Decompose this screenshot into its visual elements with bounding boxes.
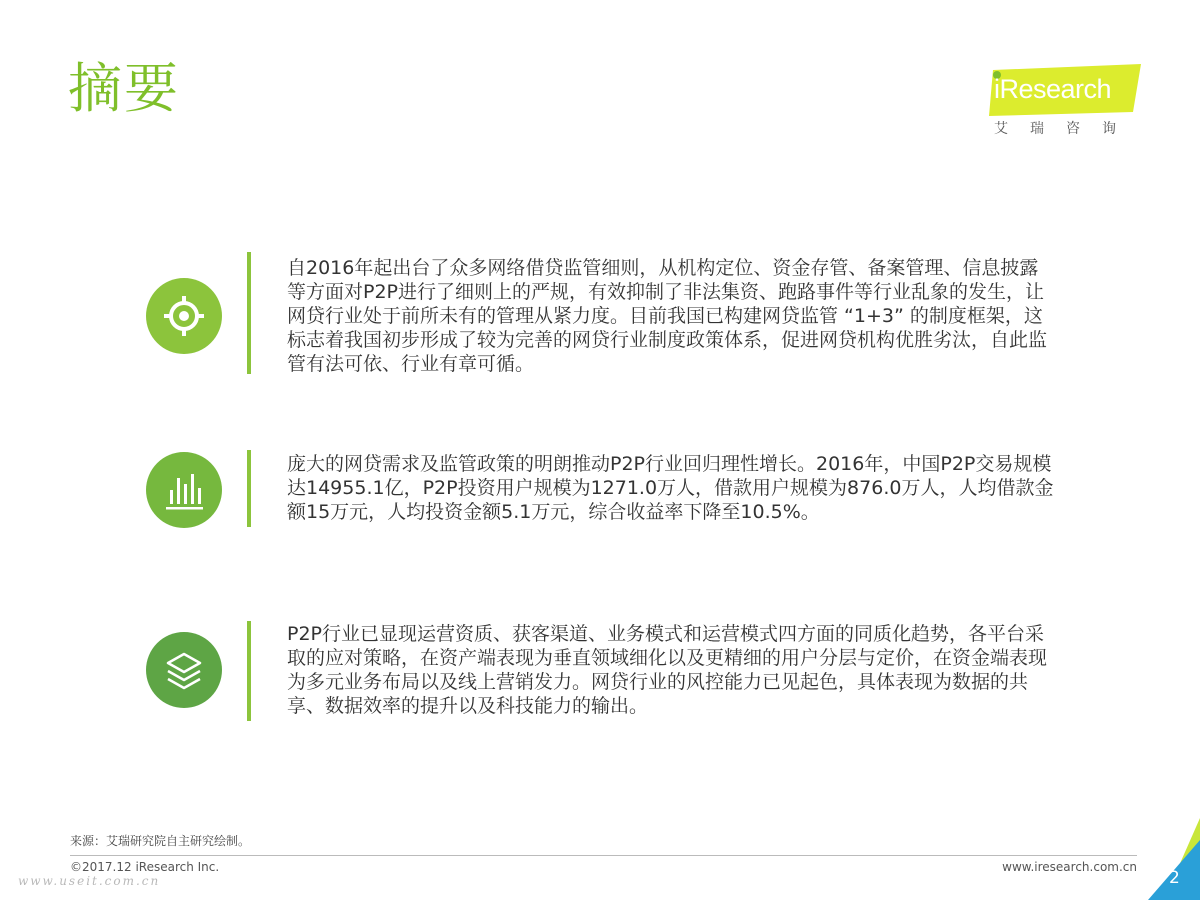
footer-divider <box>70 855 1137 856</box>
bar-chart-icon <box>146 452 222 528</box>
page-number: 2 <box>1169 868 1180 888</box>
logo-wordmark: iResearch <box>994 74 1112 104</box>
item-divider <box>247 621 251 721</box>
copyright-text: ©2017.12 iResearch Inc. <box>70 860 220 874</box>
page-title: 摘要 <box>68 57 180 120</box>
item-text: P2P行业已显现运营资质、获客渠道、业务模式和运营模式四方面的同质化趋势，各平台采取的应对策略，在资产端表现为垂直领域细化以及更精细的用户分层与定价，在资金端表现为多元业务布局以及线上营销发力。网贷行业的风控能力已见起色，具体表现为数据的共享、数据效率的提升以及科技能力的输出。 <box>287 623 1048 717</box>
iresearch-logo <box>985 62 1145 142</box>
watermark-text: www.useit.com.cn <box>18 874 161 888</box>
target-icon <box>146 278 222 354</box>
item-text: 庞大的网贷需求及监管政策的明朗推动P2P行业回归理性增长。2016年，中国P2P交易规模达14955.1亿，P2P投资用户规模为1271.0万人，借款用户规模为876.0万人，人均借款金额15万元，人均投资金额5.1万元，综合收益率下降至10.5%。 <box>287 453 1054 523</box>
item-divider <box>247 450 251 527</box>
item-divider <box>247 252 251 374</box>
item-text: 自2016年起出台了众多网络借贷监管细则，从机构定位、资金存管、备案管理、信息披露等方面对P2P进行了细则上的严规，有效抑制了非法集资、跑路事件等行业乱象的发生，让网贷行业处于前所未有的管理从紧力度。目前我国已构建网贷监管 “1+3” 的制度框架，这标志着我国初步形成了较为完善的网贷行业制度政策体系，促进网贷机构优胜劣汰，自此监管有法可依、行业有章可循。 <box>287 257 1048 375</box>
logo-chinese-name: 艾瑞咨询 <box>994 121 1138 137</box>
layers-icon <box>146 632 222 708</box>
source-note: 来源：艾瑞研究院自主研究绘制。 <box>70 834 251 848</box>
website-link[interactable]: www.iresearch.com.cn <box>1002 860 1137 874</box>
